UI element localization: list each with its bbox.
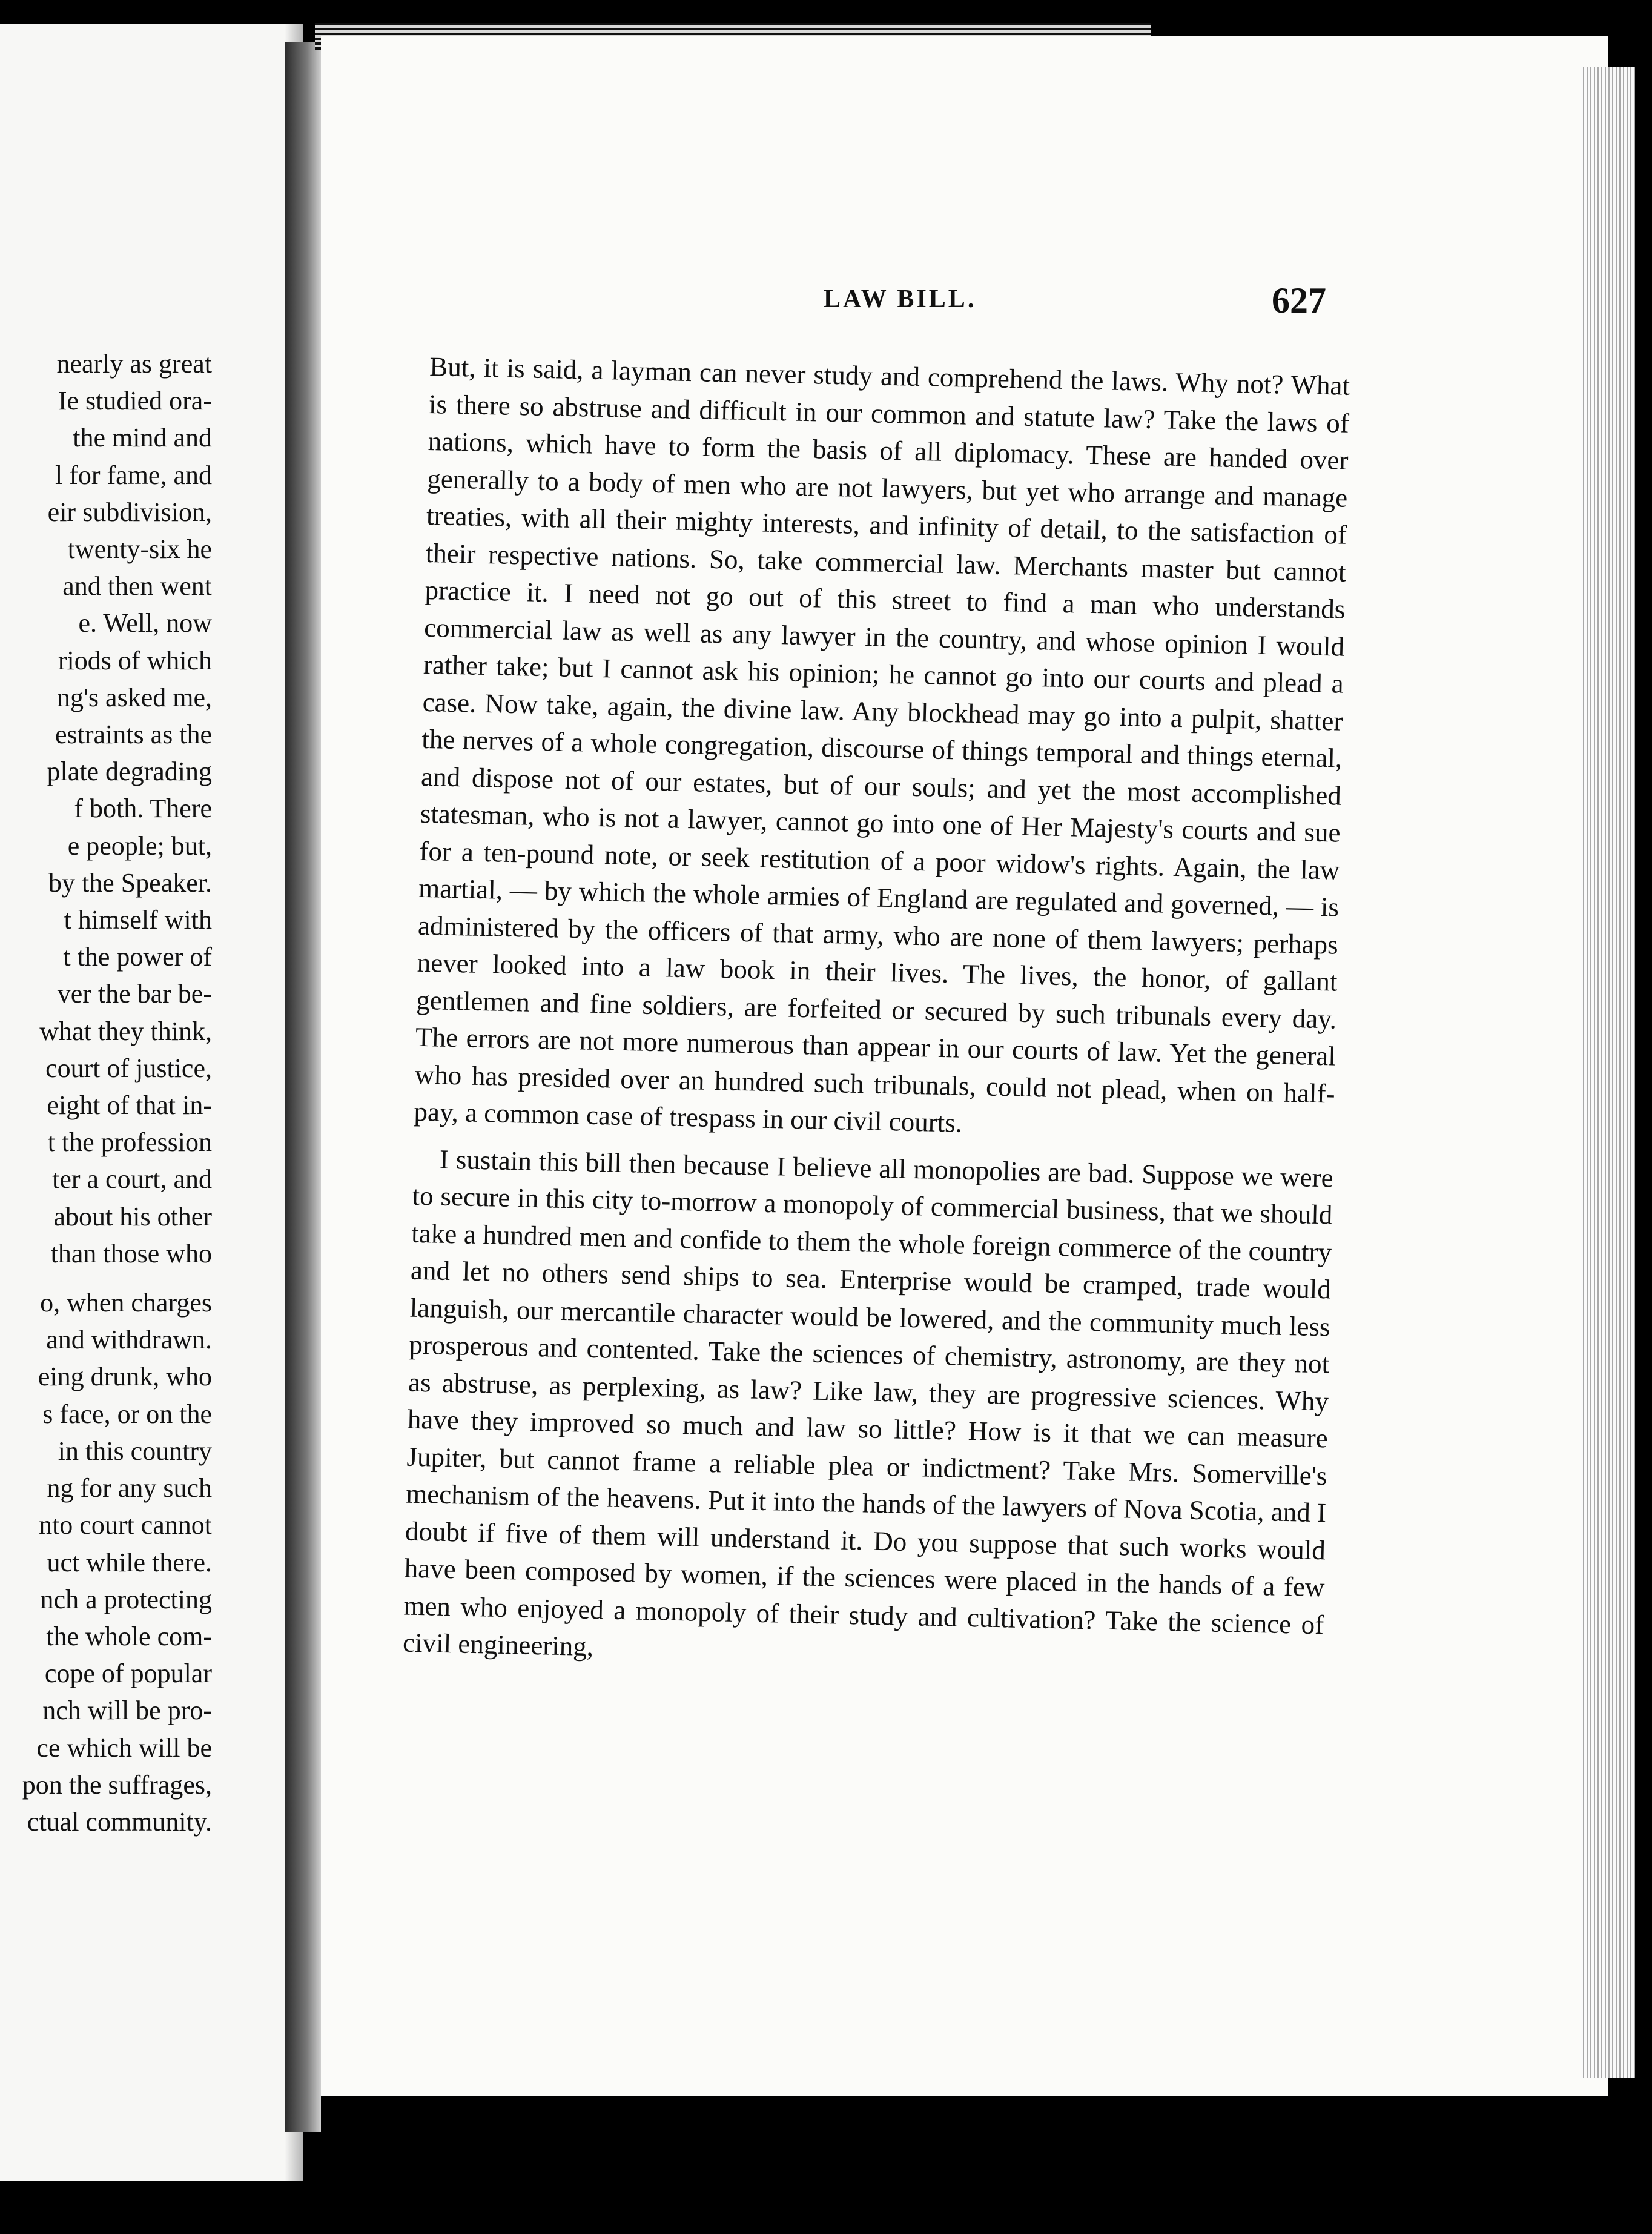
left-line: than those who [50, 1238, 212, 1268]
left-line: about his other [53, 1201, 212, 1231]
page-stack-edge [1581, 67, 1635, 2078]
left-line: ng's asked me, [57, 682, 212, 712]
left-line: and withdrawn. [46, 1325, 212, 1355]
left-line: nch will be pro- [42, 1695, 212, 1726]
book-spine [285, 42, 321, 2132]
left-line: cope of popular [44, 1659, 212, 1689]
left-line: what they think, [39, 1016, 212, 1046]
left-line: by the Speaker. [48, 867, 212, 898]
body-text [403, 348, 1350, 1681]
left-line: eir subdivision, [47, 497, 212, 527]
left-line: f both. There [74, 794, 212, 824]
left-line: o, when charges [40, 1288, 212, 1318]
left-line: ver the bar be- [57, 979, 212, 1009]
left-line: ctual community. [27, 1806, 212, 1837]
running-head: LAW BILL. [824, 285, 977, 313]
left-line: in this country [58, 1436, 212, 1466]
left-line: e. Well, now [78, 608, 212, 638]
paragraph: I sustain this bill then because I believe all monopolies are bad. Suppose we were to secure in this city to-morrow a monopoly of commercial business, that we should take a hundred men and confide to them the whole foreign commerce of the country and let no others send ships to sea. Enterprise would be cramped, trade would languish, our mercantile character would be lowered, and the community much less prosperous and contented. Take the sciences of chemistry, astronomy, are they not as abstruse, as perplexing, as law? Like law, they are progressive sciences. Why have they improved so much and law so little? How is it that we can measure Jupiter, but cannot frame a reliable plea or indictment? Take Mrs. Somerville's mechanism of the heavens. Put it into the hands of the lawyers of Nova Scotia, and I doubt if five of them will understand it. Do you suppose that such works would have been composed by women, if the sciences were placed in the hands of a few men who enjoyed a monopoly of their study and cultivation? Take the science of civil engineering, [402, 1144, 1334, 1662]
page-number: 627 [1272, 280, 1326, 320]
left-line: and then went [62, 571, 212, 602]
left-line: nch a protecting [40, 1584, 212, 1614]
paragraph: But, it is said, a layman can never study and comprehend the laws. Why not? What is there so abstruse and difficult in our common and statute law? Take the laws of nations, which have to form the basis of all diplomacy. These are handed over generally to a body of men who are not lawyers, but yet who arrange and manage treaties, with all their mighty interests, and infinity of detail, to the satisfaction of their respective nations. So, take commercial law. Merchants master but cannot practice it. I need not go out of this street to find a man who understands commercial law as well as any lawyer in the country, and whose opinion I would rather take; but I cannot ask his opinion; he cannot go into our courts and plead a case. Now take, again, the divine law. Any blockhead may go into a pulpit, shatter the nerves of a whole congregation, discourse of things temporal and things eternal, and dispose not of our estates, but of our souls; and yet the most accomplished statesman, who is not a lawyer, cannot go into one of Her Majesty's courts and sue for a ten-pound note, or seek restitution of a poor widow's rights. Again, the law martial, — by which the whole armies of England are regulated and governed, — is administered by the officers of that army, who are none of them lawyers; perhaps never looked into a law book in their lives. The lives, the honor, of gallant gentlemen and fine soldiers, are forfeited or secured by such tribunals every day. The errors are not more numerous than appear in our courts of law. Yet the general who has presided over an hundred such tribunals, could not plead, when on half-pay, a common case of trespass in our civil courts. [414, 351, 1350, 1138]
left-line: twenty-six he [67, 534, 212, 565]
left-line: the mind and [73, 423, 212, 453]
left-line: nto court cannot [39, 1510, 212, 1540]
left-line: Ie studied ora- [58, 386, 212, 416]
left-line: s face, or on the [42, 1399, 212, 1429]
left-line: estraints as the [55, 720, 212, 750]
left-line: t the power of [63, 942, 212, 972]
left-line: t himself with [64, 905, 212, 935]
left-line: ter a court, and [52, 1164, 212, 1195]
left-line: the whole com- [46, 1621, 212, 1651]
left-line: l for fame, and [55, 460, 212, 490]
left-page [0, 24, 303, 2181]
left-line: t the profession [47, 1127, 212, 1158]
left-line: eing drunk, who [38, 1362, 212, 1392]
left-line: eight of that in- [47, 1090, 212, 1121]
left-line: ce which will be [36, 1732, 212, 1763]
left-line: uct while there. [47, 1547, 212, 1577]
left-line: riods of which [58, 645, 212, 675]
left-line: e people; but, [67, 830, 212, 861]
left-line: court of justice, [45, 1053, 212, 1083]
left-page-text [22, 345, 212, 1840]
left-line: ng for any such [47, 1473, 212, 1503]
left-line: nearly as great [56, 349, 212, 379]
left-line: pon the suffrages, [22, 1769, 212, 1800]
left-line: plate degrading [47, 757, 212, 787]
